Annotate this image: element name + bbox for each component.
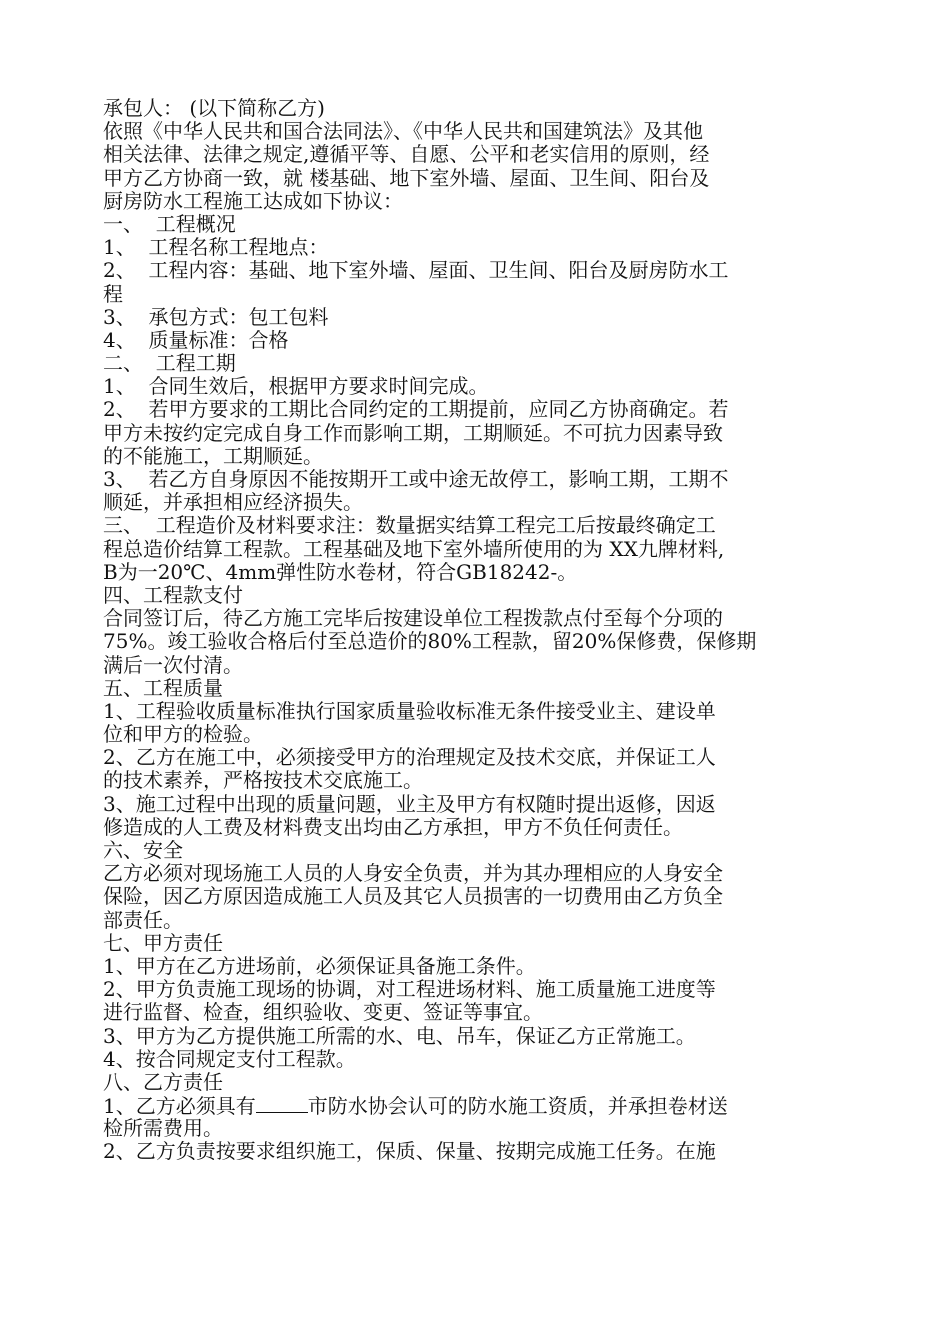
text-line: 八、乙方责任 (103, 1069, 223, 1094)
text-line: 2、乙方在施工中，必须接受甲方的治理规定及技术交底，并保证工人 (103, 745, 716, 770)
text-line: 承包人： (以下简称乙方) (103, 96, 325, 120)
text-segment: 市防水协会认可的防水施工资质，并承担卷材送 (307, 1094, 728, 1119)
text-line: B为一20℃、4mm弹性防水卷材，符合GB18242-。 (103, 559, 578, 584)
text-line: 一、 工程概况 (103, 211, 236, 236)
text-line: 六、安全 (103, 838, 183, 862)
text-line: 部责任。 (103, 907, 183, 932)
text-line: 程总造价结算工程款。工程基础及地下室外墙所使用的为 XX九牌材料, (103, 536, 725, 561)
text-line: 满后一次付清。 (103, 652, 243, 677)
text-line: 75%。竣工验收合格后付至总造价的80%工程款，留20%保修费，保修期 (103, 629, 757, 654)
text-line: 乙方必须对现场施工人员的人身安全负责，并为其办理相应的人身安全 (103, 861, 723, 886)
text-line: 进行监督、检查，组织验收、变更、签证等事宜。 (103, 1000, 543, 1025)
text-line: 合同签订后，待乙方施工完毕后按建设单位工程拨款点付至每个分项的 (103, 606, 723, 631)
text-line: 厨房防水工程施工达成如下协议： (103, 188, 403, 213)
text-line: 二、 工程工期 (103, 351, 236, 376)
text-line: 甲方未按约定完成自身工作而影响工期，工期顺延。不可抗力因素导致 (103, 420, 723, 445)
text-line: 位和甲方的检验。 (103, 722, 263, 747)
text-line: 四、工程款支付 (103, 582, 243, 607)
text-line: 2、乙方负责按要求组织施工，保质、保量、按期完成施工任务。在施 (103, 1139, 716, 1164)
text-line: 1、工程验收质量标准执行国家质量验收标准无条件接受业主、建设单 (103, 698, 716, 723)
text-line: 4、按合同规定支付工程款。 (103, 1046, 356, 1071)
text-line: 三、 工程造价及材料要求注：数量据实结算工程完工后按最终确定工 (103, 513, 716, 538)
text-line: 的技术素养，严格按技术交底施工。 (103, 768, 423, 793)
text-line: 的不能施工，工期顺延。 (103, 443, 323, 468)
text-line: 2、 若甲方要求的工期比合同约定的工期提前，应同乙方协商确定。若 (103, 397, 729, 422)
fill-in-blank (256, 1094, 308, 1113)
text-segment: 1、乙方必须具有 (103, 1094, 256, 1119)
text-line: 4、 质量标准：合格 (103, 327, 289, 352)
text-line: 1、 合同生效后，根据甲方要求时间完成。 (103, 374, 489, 399)
document-page (103, 97, 853, 1164)
text-line: 依照《中华人民共和国合法同法》、《中华人民共和国建筑法》及其他 (103, 119, 703, 144)
text-line: 七、甲方责任 (103, 930, 223, 955)
text-line: 检所需费用。 (103, 1116, 223, 1141)
text-line: 3、甲方为乙方提供施工所需的水、电、吊车，保证乙方正常施工。 (103, 1023, 696, 1048)
text-line: 五、工程质量 (103, 675, 223, 700)
text-line: 3、 若乙方自身原因不能按期开工或中途无故停工，影响工期，工期不 (103, 467, 729, 491)
text-line: 保险，因乙方原因造成施工人员及其它人员损害的一切费用由乙方负全 (103, 884, 723, 909)
text-line: 修造成的人工费及材料费支出均由乙方承担，甲方不负任何责任。 (103, 814, 683, 839)
text-line: 1、甲方在乙方进场前，必须保证具备施工条件。 (103, 953, 536, 978)
text-line: 顺延，并承担相应经济损失。 (103, 490, 363, 515)
text-line: 1、 工程名称工程地点： (103, 235, 329, 260)
text-line: 甲方乙方协商一致，就 楼基础、地下室外墙、屋面、卫生间、阳台及 (103, 165, 710, 190)
text-line: 2、 工程内容：基础、地下室外墙、屋面、卫生间、阳台及厨房防水工 (103, 258, 729, 283)
text-line: 程 (103, 281, 123, 306)
text-line: 相关法律、法律之规定,遵循平等、自愿、公平和老实信用的原则，经 (103, 142, 710, 167)
text-line: 3、施工过程中出现的质量问题，业主及甲方有权随时提出返修，因返 (103, 791, 716, 816)
text-line: 3、 承包方式：包工包料 (103, 304, 329, 329)
text-line-with-blank (103, 1094, 853, 1117)
text-line: 2、甲方负责施工现场的协调，对工程进场材料、施工质量施工进度等 (103, 977, 716, 1002)
